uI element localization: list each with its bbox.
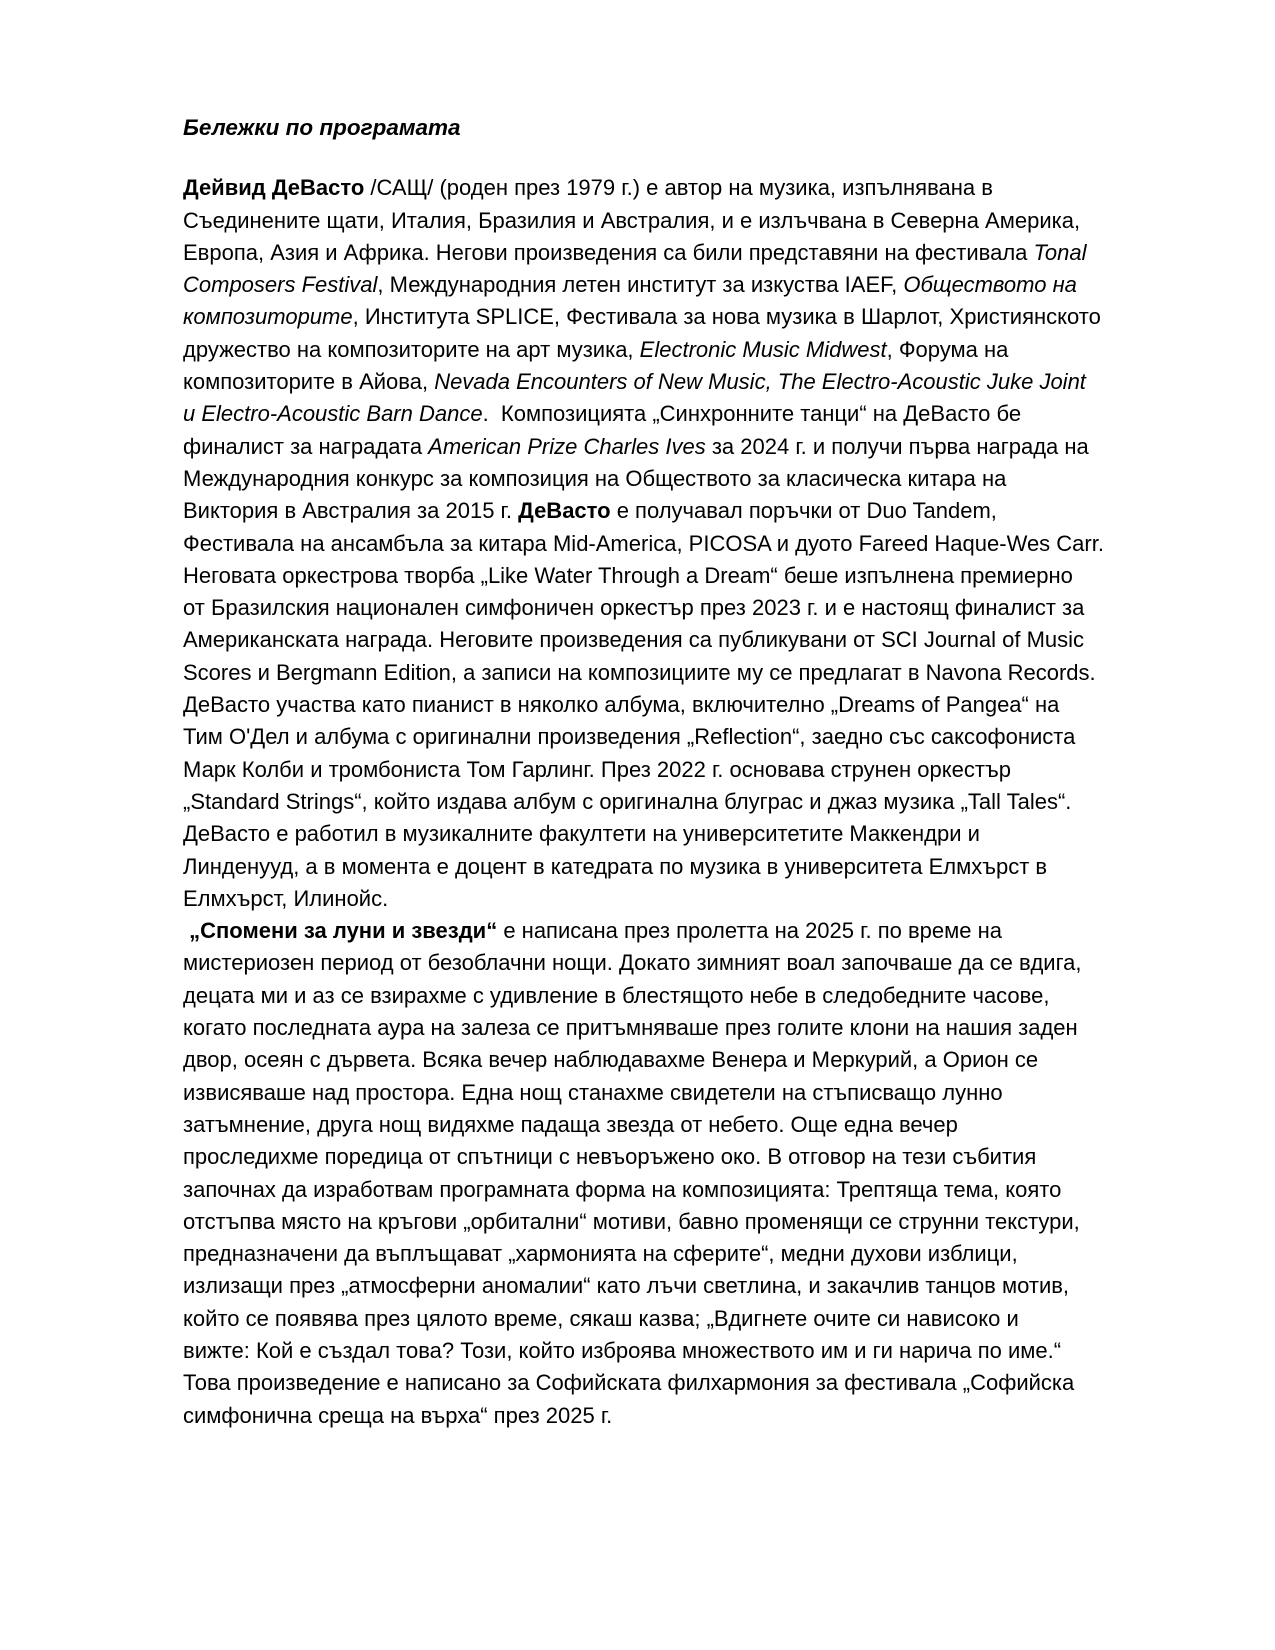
text-line	[183, 1367, 1223, 1399]
text-line	[183, 980, 1223, 1012]
text-run: от Бразилския национален симфоничен оркестър през 2023 г. и е настоящ финалист за	[183, 595, 1085, 621]
text-run: композиторите в Айова,	[183, 369, 435, 395]
text-run: Съединените щати, Италия, Бразилия и Австралия, и е излъчвана в Северна Америка,	[183, 207, 1081, 233]
text-run: извисяваше над простора. Една нощ станахме свидетели на стъписващо лунно	[183, 1079, 1003, 1105]
text-run: Composers Festival	[183, 272, 378, 298]
text-run: когато последната аура на залеза се притъмняваше през голите клони на нашия заден	[183, 1015, 1078, 1041]
paragraph-piece-notes	[183, 915, 1223, 1432]
text-run: Фестивала на ансамбъла за китара Mid-America, PICOSA и дуото Fareed Haque-Wes Carr.	[183, 530, 1104, 556]
text-run: Обществото на	[903, 272, 1077, 298]
text-line	[183, 301, 1223, 333]
text-line	[183, 1270, 1223, 1302]
text-run: , Международния летен институт за изкуства IAEF,	[377, 272, 904, 298]
text-run: Елмхърст, Илинойс.	[183, 885, 389, 911]
text-run: симфонична среща на върха“ през 2025 г.	[183, 1402, 613, 1428]
text-run: . Композицията „Синхронните танци“ на ДеВасто бе	[482, 401, 1022, 427]
text-run: проследихме поредица от спътници с невъоръжено око. В отговор на тези събития	[183, 1144, 1037, 1170]
text-line	[183, 624, 1223, 656]
text-run: , Института SPLICE, Фестивала за нова музика в Шарлот, Християнското	[352, 304, 1101, 330]
document-heading: Бележки по програмата	[183, 115, 461, 140]
text-run: отстъпва място на кръгови „орбитални“ мотиви, бавно променящи се струнни текстури,	[183, 1208, 1080, 1234]
text-run: Европа, Азия и Африка. Негови произведения са били представяни на фестивала	[183, 239, 1034, 265]
program-notes	[183, 172, 1223, 1432]
text-line	[183, 269, 1223, 301]
text-run: двор, осеян с дървета. Всяка вечер наблюдавахме Венера и Меркурий, а Орион се	[183, 1047, 1039, 1073]
paragraph-composer-bio	[183, 172, 1223, 915]
text-line	[183, 528, 1223, 560]
text-run: за 2024 г. и получи първа награда на	[705, 433, 1089, 459]
text-run: вижте: Кой е създал това? Този, който изброява множеството им и ги нарича по име.“	[183, 1337, 1062, 1363]
text-run: който се появява през цялото време, сякаш казва; „Вдигнете очите си нависоко и	[183, 1305, 1019, 1331]
text-run: /САЩ/ (роден през 1979 г.) е автор на музика, изпълнявана в	[370, 175, 993, 201]
text-run: е получавал поръчки от Duo Tandem,	[610, 498, 997, 524]
text-run: „Standard Strings“, който издава албум с оригинална блуграс и джаз музика „Tall Tales“.	[183, 788, 1072, 814]
text-line	[183, 237, 1223, 269]
text-run: децата ми и аз се взирахме с удивление в блестящото небе в следобедните часове,	[183, 982, 1050, 1008]
text-run: „Спомени за луни и звезди“	[189, 918, 498, 944]
text-run: затъмнение, друга нощ видяхме падаща звезда от небето. Още една вечер	[183, 1111, 958, 1137]
text-line	[183, 1303, 1223, 1335]
text-run: Международния конкурс за композиция на Обществото за класическа китара на	[183, 465, 1007, 491]
text-line	[183, 398, 1223, 430]
text-line	[183, 560, 1223, 592]
text-run: American Prize Charles Ives	[428, 433, 706, 459]
text-line	[183, 592, 1223, 624]
text-line	[183, 883, 1223, 915]
text-run: финалист за наградата	[183, 433, 429, 459]
page-text-block	[183, 112, 1223, 1432]
text-run: Марк Колби и тромбониста Том Гарлинг. През 2022 г. основава струнен оркестър	[183, 756, 1011, 782]
text-run: и Electro-Acoustic Barn Dance	[183, 401, 483, 427]
text-run: Scores и Bergmann Edition, а записи на композициите му се предлагат в Navona Records.	[183, 659, 1096, 685]
text-line	[183, 205, 1223, 237]
text-run: мистериозен период от безоблачни нощи. Докато зимният воал започваше да се вдига,	[183, 950, 1082, 976]
text-run: Nevada Encounters of New Music, The Electro-Acoustic Juke Joint	[434, 369, 1086, 395]
text-run: Това произведение е написано за Софийската филхармония за фестивала „Софийска	[183, 1370, 1075, 1396]
text-line	[183, 1335, 1223, 1367]
text-line	[183, 754, 1223, 786]
text-line	[183, 431, 1223, 463]
text-run: Виктория в Австралия за 2015 г.	[183, 498, 519, 524]
text-line	[183, 1044, 1223, 1076]
text-line	[183, 1206, 1223, 1238]
text-run: Неговата оркестрова творба „Like Water Through a Dream“ беше изпълнена премиерно	[183, 562, 1073, 588]
text-line	[183, 689, 1223, 721]
text-run: , Форума на	[886, 336, 1009, 362]
text-run: дружество на композиторите на арт музика,	[183, 336, 640, 362]
text-run: ДеВасто участва като пианист в няколко албума, включително „Dreams of Pangea“ на	[183, 692, 1060, 718]
text-line	[183, 1012, 1223, 1044]
text-run: излизащи през „атмосферни аномалии“ като лъчи светлина, и закачлив танцов мотив,	[183, 1273, 1070, 1299]
text-line	[183, 1109, 1223, 1141]
text-run: ДеВасто е работил в музикалните факултети на университетите Маккендри и	[183, 821, 980, 847]
text-line	[183, 172, 1223, 204]
text-run: Дейвид ДеВасто	[183, 175, 371, 201]
text-run: предназначени да въплъщават „хармонията на сферите“, медни духови изблици,	[183, 1241, 1018, 1267]
text-run: Линденууд, а в момента е доцент в катедрата по музика в университета Елмхърст в	[183, 853, 1048, 879]
text-line	[183, 334, 1223, 366]
text-line	[183, 366, 1223, 398]
text-run: Electronic Music Midwest	[639, 336, 887, 362]
text-run: Американската награда. Неговите произведения са публикувани от SCI Journal of Music	[183, 627, 1085, 653]
text-line	[183, 721, 1223, 753]
text-line	[183, 657, 1223, 689]
text-line	[183, 463, 1223, 495]
text-run: ДеВасто	[518, 498, 611, 524]
text-line	[183, 495, 1223, 527]
text-line	[183, 818, 1223, 850]
text-line	[183, 786, 1223, 818]
text-line	[183, 915, 1223, 947]
text-line	[183, 1174, 1223, 1206]
text-line	[183, 947, 1223, 979]
text-run: композиторите	[183, 304, 353, 330]
text-line	[183, 1238, 1223, 1270]
text-line	[183, 1141, 1223, 1173]
text-line	[183, 851, 1223, 883]
text-run: Tonal	[1033, 239, 1087, 265]
text-run: е написана през пролетта на 2025 г. по време на	[497, 918, 1002, 944]
text-line	[183, 1400, 1223, 1432]
text-line	[183, 1077, 1223, 1109]
text-run: започнах да изработвам програмната форма на композицията: Трептяща тема, която	[183, 1176, 1062, 1202]
text-run: Тим О'Дел и албума с оригинални произведения „Reflection“, заедно със саксофониста	[183, 724, 1076, 750]
